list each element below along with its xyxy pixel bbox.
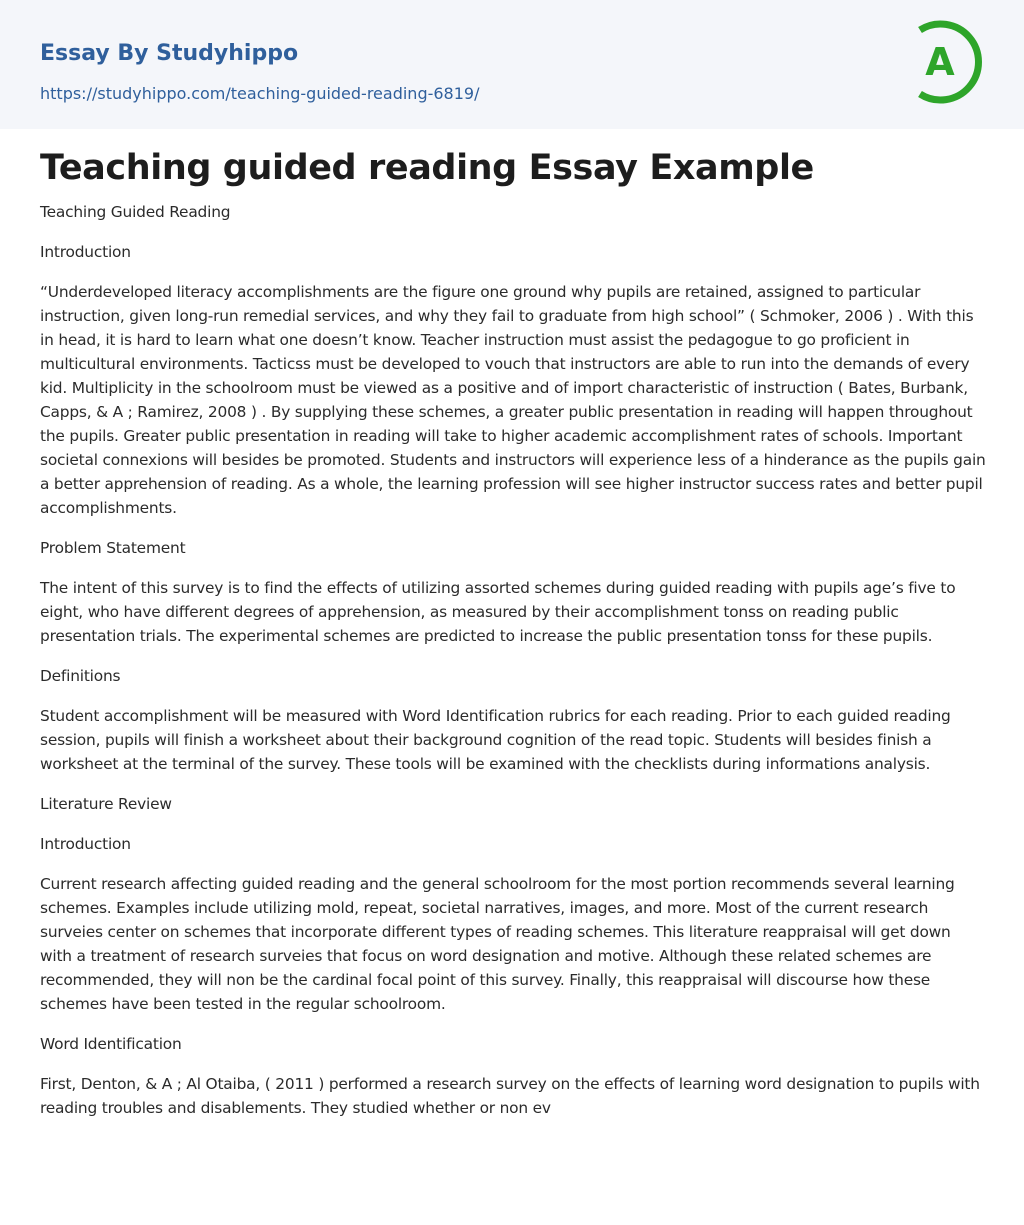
section-heading-word-identification: Word Identification <box>40 1035 182 1053</box>
article-title: Teaching guided reading Essay Example <box>40 148 814 188</box>
section-heading-problem-statement: Problem Statement <box>40 539 186 557</box>
article-body <box>40 200 986 1120</box>
paragraph-subtitle: Teaching Guided Reading <box>40 203 231 221</box>
studyhippo-logo[interactable] <box>900 17 990 107</box>
paragraph-lit-introduction: Current research affecting guided reading and the general schoolroom for the most portion recommends several learning schemes. Examples include utilizing mold, repeat, societal narratives, images, and more. Most of the current research surveies center on schemes that incorporate different types of reading schemes. This literature reappraisal will get down with a treatment of research surveies that focus on word designation and motive. Although these related schemes are recommended, they will non be the cardinal focal point of this survey. Finally, this reappraisal will discourse how these schemes have been tested in the regular schoolroom. <box>40 875 955 1013</box>
section-heading-lit-introduction: Introduction <box>40 835 131 853</box>
page-header <box>0 0 1024 129</box>
paragraph-word-identification: First, Denton, & A ; Al Otaiba, ( 2011 ) performed a research survey on the effects of learning word designation to pupils with reading troubles and disablements. They studied whether or non ev <box>40 1075 980 1117</box>
article <box>40 142 986 1136</box>
logo-letter: A <box>925 40 955 84</box>
section-heading-literature-review: Literature Review <box>40 795 172 813</box>
paragraph-definitions: Student accomplishment will be measured with Word Identification rubrics for each reading. Prior to each guided reading session, pupils will finish a worksheet about their background cognition of the read topic. Students will besides finish a worksheet at the terminal of the survey. These tools will be examined with the checklists during informations analysis. <box>40 707 951 773</box>
logo-ring-icon <box>900 17 990 107</box>
paragraph-problem-statement: The intent of this survey is to find the effects of utilizing assorted schemes during guided reading with pupils age’s five to eight, who have different degrees of apprehension, as measured by their accomplishment tonss on reading public presentation trials. The experimental schemes are predicted to increase the public presentation tonss for these pupils. <box>40 579 956 645</box>
section-heading-definitions: Definitions <box>40 667 121 685</box>
source-url-link[interactable]: https://studyhippo.com/teaching-guided-reading-6819/ <box>40 84 480 103</box>
section-heading-introduction: Introduction <box>40 243 131 261</box>
paragraph-introduction: “Underdeveloped literacy accomplishments are the figure one ground why pupils are retained, assigned to particular instruction, given long-run remedial services, and why they fail to graduate from high school” ( Schmoker, 2006 ) . With this in head, it is hard to learn what one doesn’t know. Teacher instruction must assist the pedagogue to go proficient in multicultural environments. Tacticss must be developed to vouch that instructors are able to run into the demands of every kid. Multiplicity in the schoolroom must be viewed as a positive and of import characteristic of instruction ( Bates, Burbank, Capps, & A ; Ramirez, 2008 ) . By supplying these schemes, a greater public presentation in reading will happen throughout the pupils. Greater public presentation in reading will take to higher academic accomplishment rates of schools. Important societal connexions will besides be promoted. Students and instructors will experience less of a hinderance as the pupils gain a better apprehension of reading. As a whole, the learning profession will see higher instructor success rates and better pupil accomplishments. <box>40 283 986 517</box>
brand-title[interactable]: Essay By Studyhippo <box>40 41 299 66</box>
